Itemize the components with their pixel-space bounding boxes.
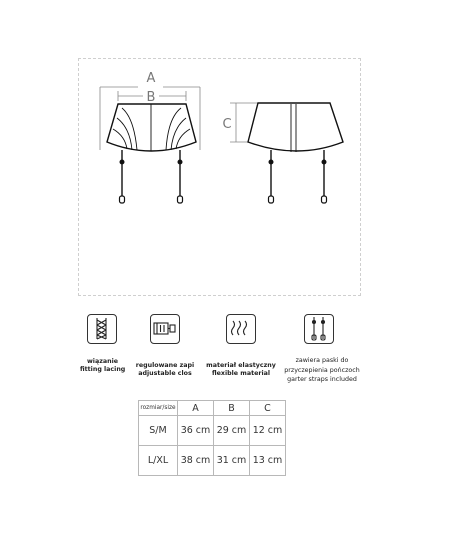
feature-label-pl2: przyczepienia pończoch bbox=[284, 366, 360, 374]
value-cell: 29 cm bbox=[214, 416, 250, 446]
feature-label-pl: regulowane zapi bbox=[135, 362, 195, 369]
dimension-c bbox=[230, 103, 258, 142]
dimension-c-label: C bbox=[222, 117, 232, 132]
feature-label-en: adjustable clos bbox=[138, 370, 192, 377]
front-view bbox=[107, 104, 196, 196]
feature-label-lacing bbox=[80, 358, 125, 374]
value-cell: 13 cm bbox=[250, 446, 286, 476]
value-cell: 36 cm bbox=[178, 416, 214, 446]
lacing-icon bbox=[87, 314, 117, 344]
dimension-a-label: A bbox=[146, 71, 156, 86]
adjustable-closure-icon bbox=[150, 314, 180, 344]
value-cell: 12 cm bbox=[250, 416, 286, 446]
front-strap-clips bbox=[120, 160, 183, 203]
column-header-a: A bbox=[178, 401, 214, 416]
feature-label-pl: wiązanie bbox=[86, 358, 119, 365]
back-strap-clips bbox=[269, 160, 327, 203]
feature-label-closure bbox=[130, 362, 200, 378]
table-row bbox=[139, 416, 286, 446]
feature-label-pl: zawiera paski do bbox=[295, 357, 349, 364]
size-cell: L/XL bbox=[139, 446, 178, 476]
feature-label-en: flexible material bbox=[211, 370, 271, 377]
feature-label-garter bbox=[281, 356, 363, 385]
dimension-b-label: B bbox=[146, 90, 156, 105]
value-cell: 38 cm bbox=[178, 446, 214, 476]
value-cell: 31 cm bbox=[214, 446, 250, 476]
table-row bbox=[139, 446, 286, 476]
column-header-b: B bbox=[214, 401, 250, 416]
feature-label-en: fitting lacing bbox=[80, 366, 126, 373]
elastic-material-icon bbox=[226, 314, 256, 344]
size-table bbox=[138, 400, 286, 476]
table-header-row bbox=[139, 401, 286, 416]
table-corner-header: rozmiar/size bbox=[139, 401, 178, 416]
back-view bbox=[248, 103, 343, 196]
feature-label-elastic bbox=[206, 362, 276, 378]
garter-straps-icon bbox=[304, 314, 334, 344]
feature-label-en: garter straps included bbox=[287, 376, 357, 383]
size-cell: S/M bbox=[139, 416, 178, 446]
feature-label-pl: materiał elastyczny bbox=[206, 362, 276, 369]
column-header-c: C bbox=[250, 401, 286, 416]
